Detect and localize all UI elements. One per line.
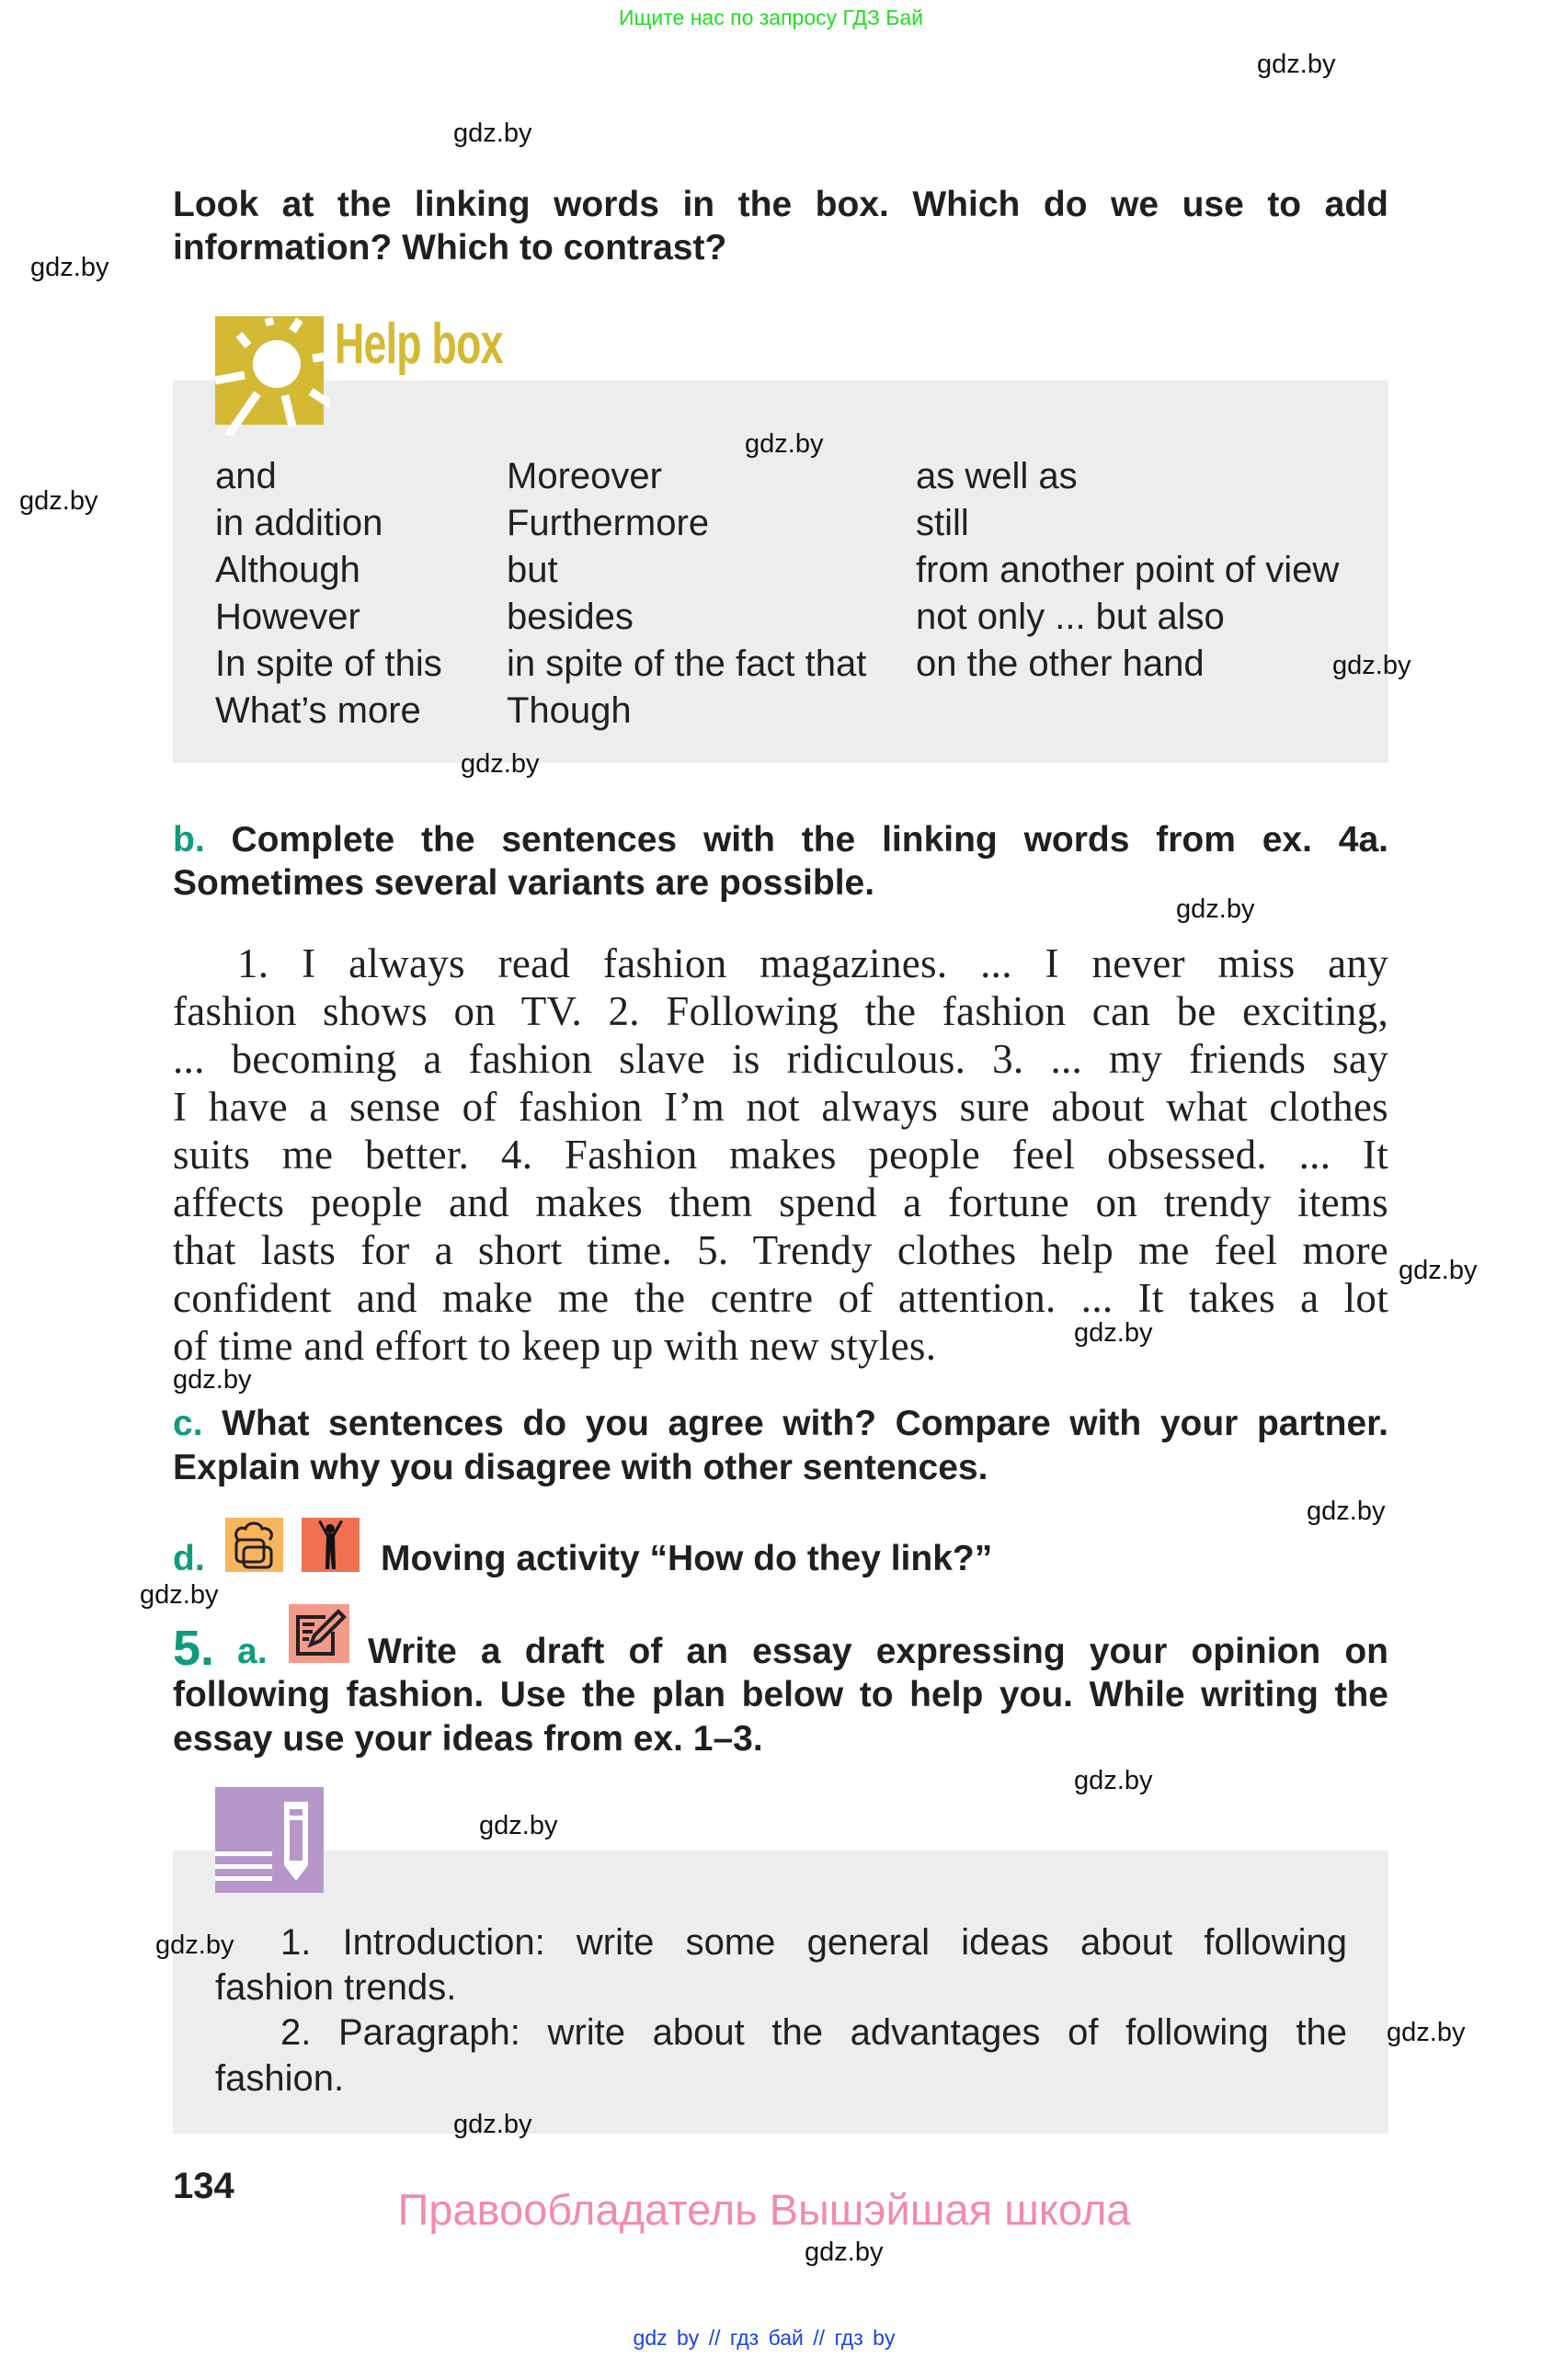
- ex5a-instruction-line: following fashion. Use the plan below to help you. While writing the: [173, 1675, 1388, 1714]
- watermark: gdz.by: [479, 1811, 558, 1840]
- linking-word: In spite of this: [215, 643, 442, 684]
- ex4a-instruction-line: Look at the linking words in the box. Which do we use to add: [173, 185, 1388, 224]
- watermark: gdz.by: [140, 1580, 219, 1610]
- linking-word: and: [215, 456, 277, 496]
- watermark: gdz.by: [1074, 1318, 1153, 1348]
- linking-word: on the other hand: [916, 643, 1205, 684]
- ex4c-letter: c.: [173, 1404, 203, 1443]
- footer-links: [0, 2326, 1528, 2351]
- linking-word: Although: [215, 550, 360, 590]
- linking-word: in spite of the fact that: [507, 643, 867, 684]
- footer-link-gdz-bai[interactable]: гдз бай: [729, 2326, 804, 2350]
- help-box-column: [916, 453, 1339, 688]
- exercise-text-line: suits me better. 4. Fashion makes people feel obsessed. ... It: [173, 1132, 1388, 1178]
- linking-word: Though: [507, 690, 632, 731]
- plan-item-line: fashion.: [215, 2058, 345, 2099]
- top-search-note: Ищите нас по запросу ГДЗ Бай: [618, 6, 924, 29]
- linking-word: as well as: [916, 456, 1078, 496]
- copyright-notice: Правообладатель Вышэйшая школа: [397, 2185, 1131, 2234]
- ex5a-instruction-line: Write a draft of an essay expressing your opinion on: [368, 1632, 1388, 1671]
- ex4c-instruction-line: Explain why you disagree with other sentences.: [173, 1448, 988, 1487]
- watermark: gdz.by: [1257, 50, 1336, 79]
- linking-word: still: [916, 503, 969, 543]
- help-box-column: [507, 453, 866, 734]
- ex5a-letter: a.: [237, 1632, 268, 1671]
- watermark: gdz.by: [173, 1365, 252, 1395]
- footer-link-gdz-by[interactable]: gdz by: [633, 2326, 700, 2350]
- exercise-text-line: that lasts for a short time. 5. Trendy clothes help me feel more: [173, 1227, 1388, 1273]
- ex4c-instruction-line: [173, 1402, 1388, 1445]
- writing-icon: [289, 1604, 349, 1663]
- linking-word: but: [507, 550, 558, 590]
- watermark: gdz.by: [1387, 2018, 1466, 2047]
- ex5-number: 5.: [173, 1621, 215, 1676]
- page-number: 134: [173, 2166, 234, 2206]
- help-box-title: Help box: [335, 313, 503, 376]
- linking-word: not only ... but also: [916, 597, 1225, 637]
- exercise-text-line: confident and make me the centre of attention. ... It takes a lot: [173, 1275, 1388, 1321]
- help-box-column: [215, 453, 442, 734]
- ex4a-instruction-line: information? Which to contrast?: [173, 228, 727, 268]
- plan-item-line: 1. Introduction: write some general ideas about following: [280, 1922, 1347, 1963]
- watermark: gdz.by: [453, 2110, 532, 2139]
- ex5a-instruction-line: essay use your ideas from ex. 1–3.: [173, 1719, 763, 1759]
- watermark: gdz.by: [1074, 1766, 1153, 1795]
- linking-word: from another point of view: [916, 550, 1340, 590]
- exercise-text-line: affects people and makes them spend a fortune on trendy items: [173, 1179, 1388, 1225]
- watermark: gdz.by: [1332, 651, 1411, 680]
- exercise-text-line: 1. I always read fashion magazines. ... I never miss any: [237, 940, 1388, 986]
- footer-link-gdz-by-2[interactable]: гдз by: [834, 2326, 896, 2350]
- watermark: gdz.by: [1176, 894, 1255, 924]
- footer-separator: //: [813, 2326, 826, 2350]
- linking-word: in addition: [215, 503, 383, 543]
- linking-word: However: [215, 597, 360, 637]
- sun-icon: [215, 316, 330, 436]
- moving-activity-icon: [302, 1518, 360, 1572]
- exercise-text-line: ... becoming a fashion slave is ridiculous. 3. ... my friends say: [173, 1036, 1388, 1082]
- exercise-text-line: fashion shows on TV. 2. Following the fashion can be exciting,: [173, 988, 1388, 1034]
- watermark: gdz.by: [30, 253, 109, 282]
- exercise-text-line: I have a sense of fashion I’m not always sure about what clothes: [173, 1084, 1388, 1130]
- watermark: gdz.by: [805, 2238, 884, 2267]
- linking-word: Moreover: [507, 456, 662, 496]
- notes-pencil-icon: [215, 1787, 324, 1893]
- ex4d-letter: d.: [173, 1539, 205, 1578]
- linking-word: besides: [507, 597, 634, 637]
- ex4b-letter: b.: [173, 820, 205, 860]
- ex4b-instruction-line: [173, 818, 1388, 861]
- watermark: gdz.by: [453, 119, 532, 148]
- linking-word: Furthermore: [507, 503, 710, 543]
- watermark: gdz.by: [745, 429, 824, 459]
- plan-item-line: fashion trends.: [215, 1967, 457, 2008]
- watermark: gdz.by: [461, 749, 540, 779]
- watermark: gdz.by: [19, 486, 98, 516]
- ex4b-instruction-line: Sometimes several variants are possible.: [173, 863, 875, 903]
- watermark: gdz.by: [155, 1930, 234, 1960]
- exercise-text-line: of time and effort to keep up with new styles.: [173, 1323, 937, 1369]
- watermark: gdz.by: [1399, 1256, 1478, 1285]
- group-work-icon: [225, 1518, 283, 1572]
- ex4b-instruction-text: Complete the sentences with the linking words from ex. 4a.: [231, 820, 1388, 860]
- linking-word: What’s more: [215, 690, 421, 731]
- plan-item-line: 2. Paragraph: write about the advantages of following the: [280, 2012, 1347, 2053]
- watermark: gdz.by: [1307, 1497, 1386, 1526]
- footer-separator: //: [708, 2326, 721, 2350]
- ex4d-instruction: Moving activity “How do they link?”: [381, 1539, 993, 1578]
- ex4c-instruction-text: What sentences do you agree with? Compare with your partner.: [222, 1404, 1388, 1443]
